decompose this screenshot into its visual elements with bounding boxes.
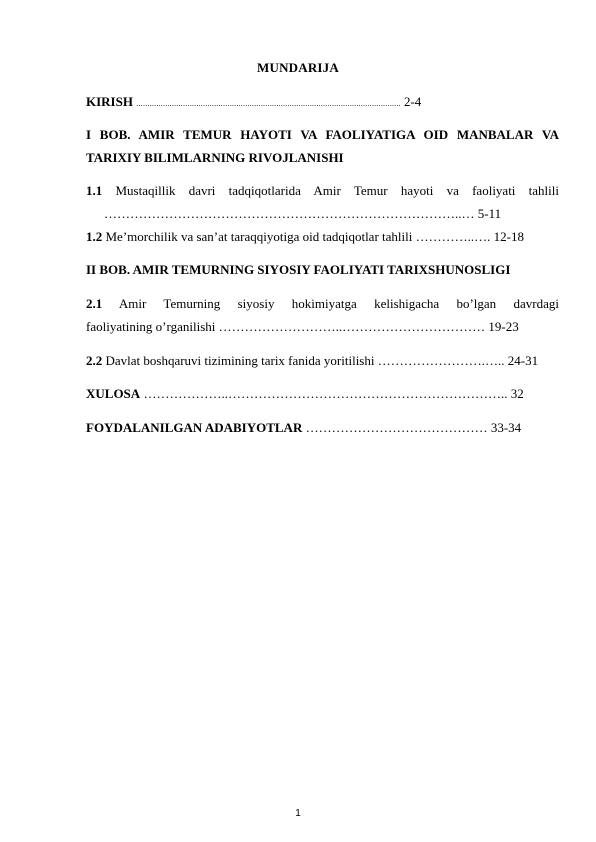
toc-page-range: 32: [510, 386, 524, 401]
toc-section-2-2: [86, 353, 559, 369]
toc-page-range: 33-34: [490, 420, 522, 435]
toc-chapter-1-line-1: I BOB. AMIR TEMUR HAYOTI VA FAOLIYATIGA OID MANBALAR VA: [86, 127, 559, 142]
toc-dot-leader: .......................................................................................................................: [136, 99, 401, 108]
toc-chapter-1-line-2: TARIXIY BILIMLARNING RIVOJLANISHI: [86, 150, 344, 165]
toc-dot-leader: ………………..………………………………………………………..: [143, 386, 508, 401]
page-number: 1: [295, 808, 301, 819]
toc-section-number: 2.1: [86, 296, 103, 311]
toc-section-1-1-line-1: [86, 183, 559, 199]
toc-section-1-1-line-2: [104, 206, 559, 222]
toc-entry-label: FOYDALANILGAN ADABIYOTLAR: [86, 420, 303, 435]
toc-dot-leader: ………………………..……………………………: [218, 319, 486, 334]
toc-page-range: 5-11: [477, 206, 502, 221]
toc-section-title-cont: faoliyatining o’rganilishi: [86, 319, 216, 334]
toc-entry-label: KIRISH: [86, 94, 133, 109]
toc-section-number: 2.2: [86, 353, 103, 368]
toc-entry-kirish: [86, 94, 559, 112]
toc-dot-leader: …………..….: [415, 229, 491, 244]
toc-section-title: Me’morchilik va san’at taraqqiyotiga oid tadqiqotlar tahlili: [105, 229, 413, 244]
toc-page-range: 19-23: [488, 319, 519, 334]
toc-section-title: Davlat boshqaruvi tizimining tarix fanida yoritilishi: [105, 353, 375, 368]
toc-section-number: 1.2: [86, 229, 103, 244]
toc-dot-leader: …………………….…..: [377, 353, 505, 368]
toc-section-title: Amir Temurning siyosiy hokimiyatga kelishigacha bo’lgan davrdagi: [118, 296, 559, 311]
toc-dot-leader: ………………………………………………………………………..…: [104, 206, 475, 221]
page-title: MUNDARIJA: [257, 60, 339, 75]
toc-page-range: 12-18: [493, 229, 524, 244]
toc-section-number: 1.1: [86, 183, 103, 198]
toc-entry-adabiyotlar: [86, 420, 559, 436]
toc-entry-label: XULOSA: [86, 386, 141, 401]
toc-page-range: 24-31: [507, 353, 539, 368]
toc-section-2-1-line-1: [86, 296, 559, 312]
toc-chapter-2: II BOB. AMIR TEMURNING SIYOSIY FAOLIYATI TARIXSHUNOSLIGI: [86, 262, 511, 277]
toc-section-2-1-line-2: [86, 319, 559, 335]
toc-entry-xulosa: [86, 386, 559, 402]
toc-section-title: Mustaqillik davri tadqiqotlarida Amir Temur hayoti va faoliyati tahlili: [115, 183, 559, 198]
toc-section-1-2: [86, 229, 559, 245]
toc-page-range: 2-4: [403, 94, 422, 109]
toc-dot-leader: ……………………………………: [305, 420, 488, 435]
